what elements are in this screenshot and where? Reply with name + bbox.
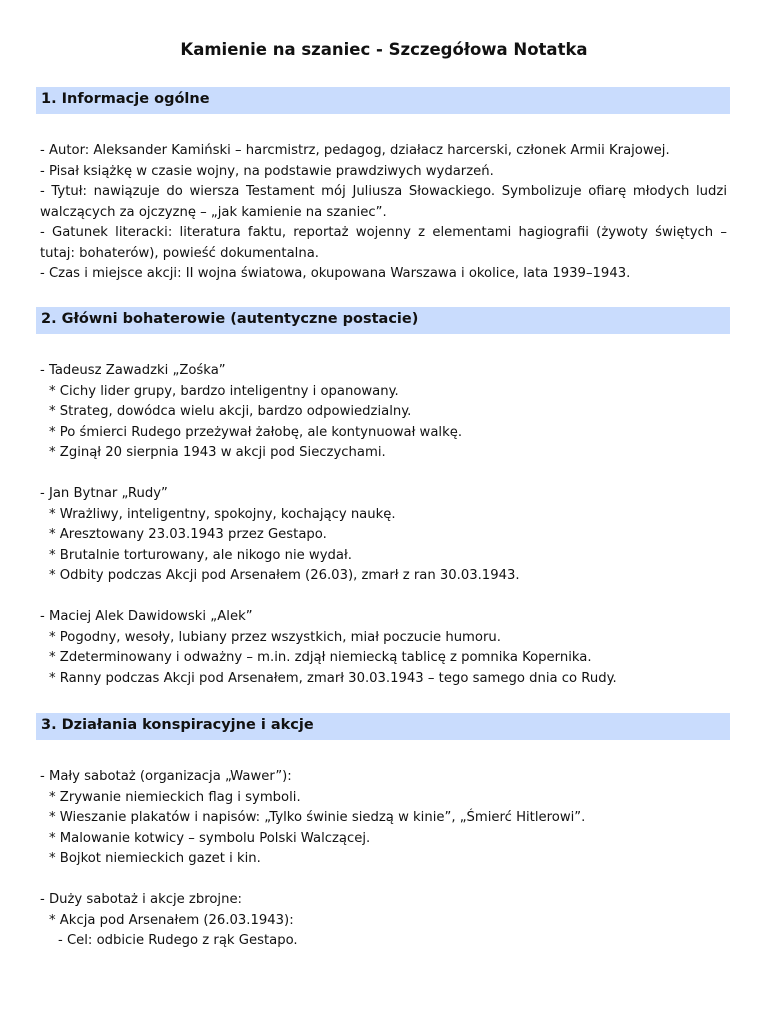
action-subpoint: - Cel: odbicie Rudego z rąk Gestapo. (58, 933, 298, 948)
paragraph-title-meaning: - Tytuł: nawiązuje do wiersza Testament mój Juliusza Słowackiego. Symbolizuje ofiarę młodych ludzi walczących za ojczyznę – „jak kamienie na szaniec”. (40, 184, 732, 220)
character-name-rudy: - Jan Bytnar „Rudy” (40, 486, 168, 501)
character-point: * Odbity podczas Akcji pod Arsenałem (26.03), zmarł z ran 30.03.1943. (49, 568, 520, 583)
document-title: Kamienie na szaniec - Szczegółowa Notatka (180, 40, 588, 59)
character-point: * Wrażliwy, inteligentny, spokojny, kochający naukę. (49, 506, 396, 522)
character-name-alek: - Maciej Alek Dawidowski „Alek” (40, 609, 253, 624)
character-point: * Cichy lider grupy, bardzo inteligentny i opanowany. (49, 383, 399, 399)
blank-line (40, 464, 727, 485)
section-heading-conspiracy-actions: 3. Działania konspiracyjne i akcje (36, 713, 730, 740)
action-point: * Bojkot niemieckich gazet i kin. (49, 851, 261, 866)
paragraph-written-during-war: - Pisał książkę w czasie wojny, na podstawie prawdziwych wydarzeń. (40, 163, 494, 179)
character-point: * Pogodny, wesoły, lubiany przez wszystkich, miał poczucie humoru. (49, 629, 501, 645)
character-point: * Zginął 20 sierpnia 1943 w akcji pod Sieczychami. (49, 445, 386, 460)
section-body-main-characters (40, 361, 727, 689)
action-point: * Zrywanie niemieckich flag i symboli. (49, 789, 301, 805)
action-point: * Malowanie kotwicy – symbolu Polski Walczącej. (49, 830, 371, 846)
paragraph-literary-genre: - Gatunek literacki: literatura faktu, reportaż wojenny z elementami hagiografii (żywoty świętych – tutaj: bohaterów), powieść dokumentalna. (40, 225, 732, 261)
character-point: * Aresztowany 23.03.1943 przez Gestapo. (49, 527, 327, 542)
section-heading-general-info: 1. Informacje ogólne (36, 87, 730, 114)
character-point: * Strateg, dowódca wielu akcji, bardzo odpowiedzialny. (49, 404, 412, 419)
action-point: * Akcja pod Arsenałem (26.03.1943): (49, 912, 294, 928)
character-point: * Brutalnie torturowany, ale nikogo nie wydał. (49, 547, 352, 563)
character-point: * Po śmierci Rudego przeżywał żałobę, ale kontynuował walkę. (49, 424, 463, 440)
paragraph-time-place: - Czas i miejsce akcji: II wojna światowa, okupowana Warszawa i okolice, lata 1939–1943. (40, 266, 631, 281)
action-group-large-sabotage: - Duży sabotaż i akcje zbrojne: (40, 892, 243, 907)
character-point: * Zdeterminowany i odważny – m.in. zdjął niemiecką tablicę z pomnika Kopernika. (49, 650, 592, 665)
section-body-general-info (40, 141, 732, 285)
blank-line (40, 587, 727, 608)
section-heading-main-characters: 2. Główni bohaterowie (autentyczne postacie) (36, 307, 730, 334)
action-point: * Wieszanie plakatów i napisów: „Tylko świnie siedzą w kinie”, „Śmierć Hitlerowi”. (49, 810, 586, 825)
blank-line (40, 870, 727, 891)
character-point: * Ranny podczas Akcji pod Arsenałem, zmarł 30.03.1943 – tego samego dnia co Rudy. (49, 670, 617, 686)
paragraph-author: - Autor: Aleksander Kamiński – harcmistrz, pedagog, działacz harcerski, członek Armii Krajowej. (40, 143, 670, 158)
section-body-conspiracy-actions (40, 767, 727, 952)
action-group-small-sabotage: - Mały sabotaż (organizacja „Wawer”): (40, 769, 292, 784)
character-name-zoska: - Tadeusz Zawadzki „Zośka” (40, 363, 226, 378)
